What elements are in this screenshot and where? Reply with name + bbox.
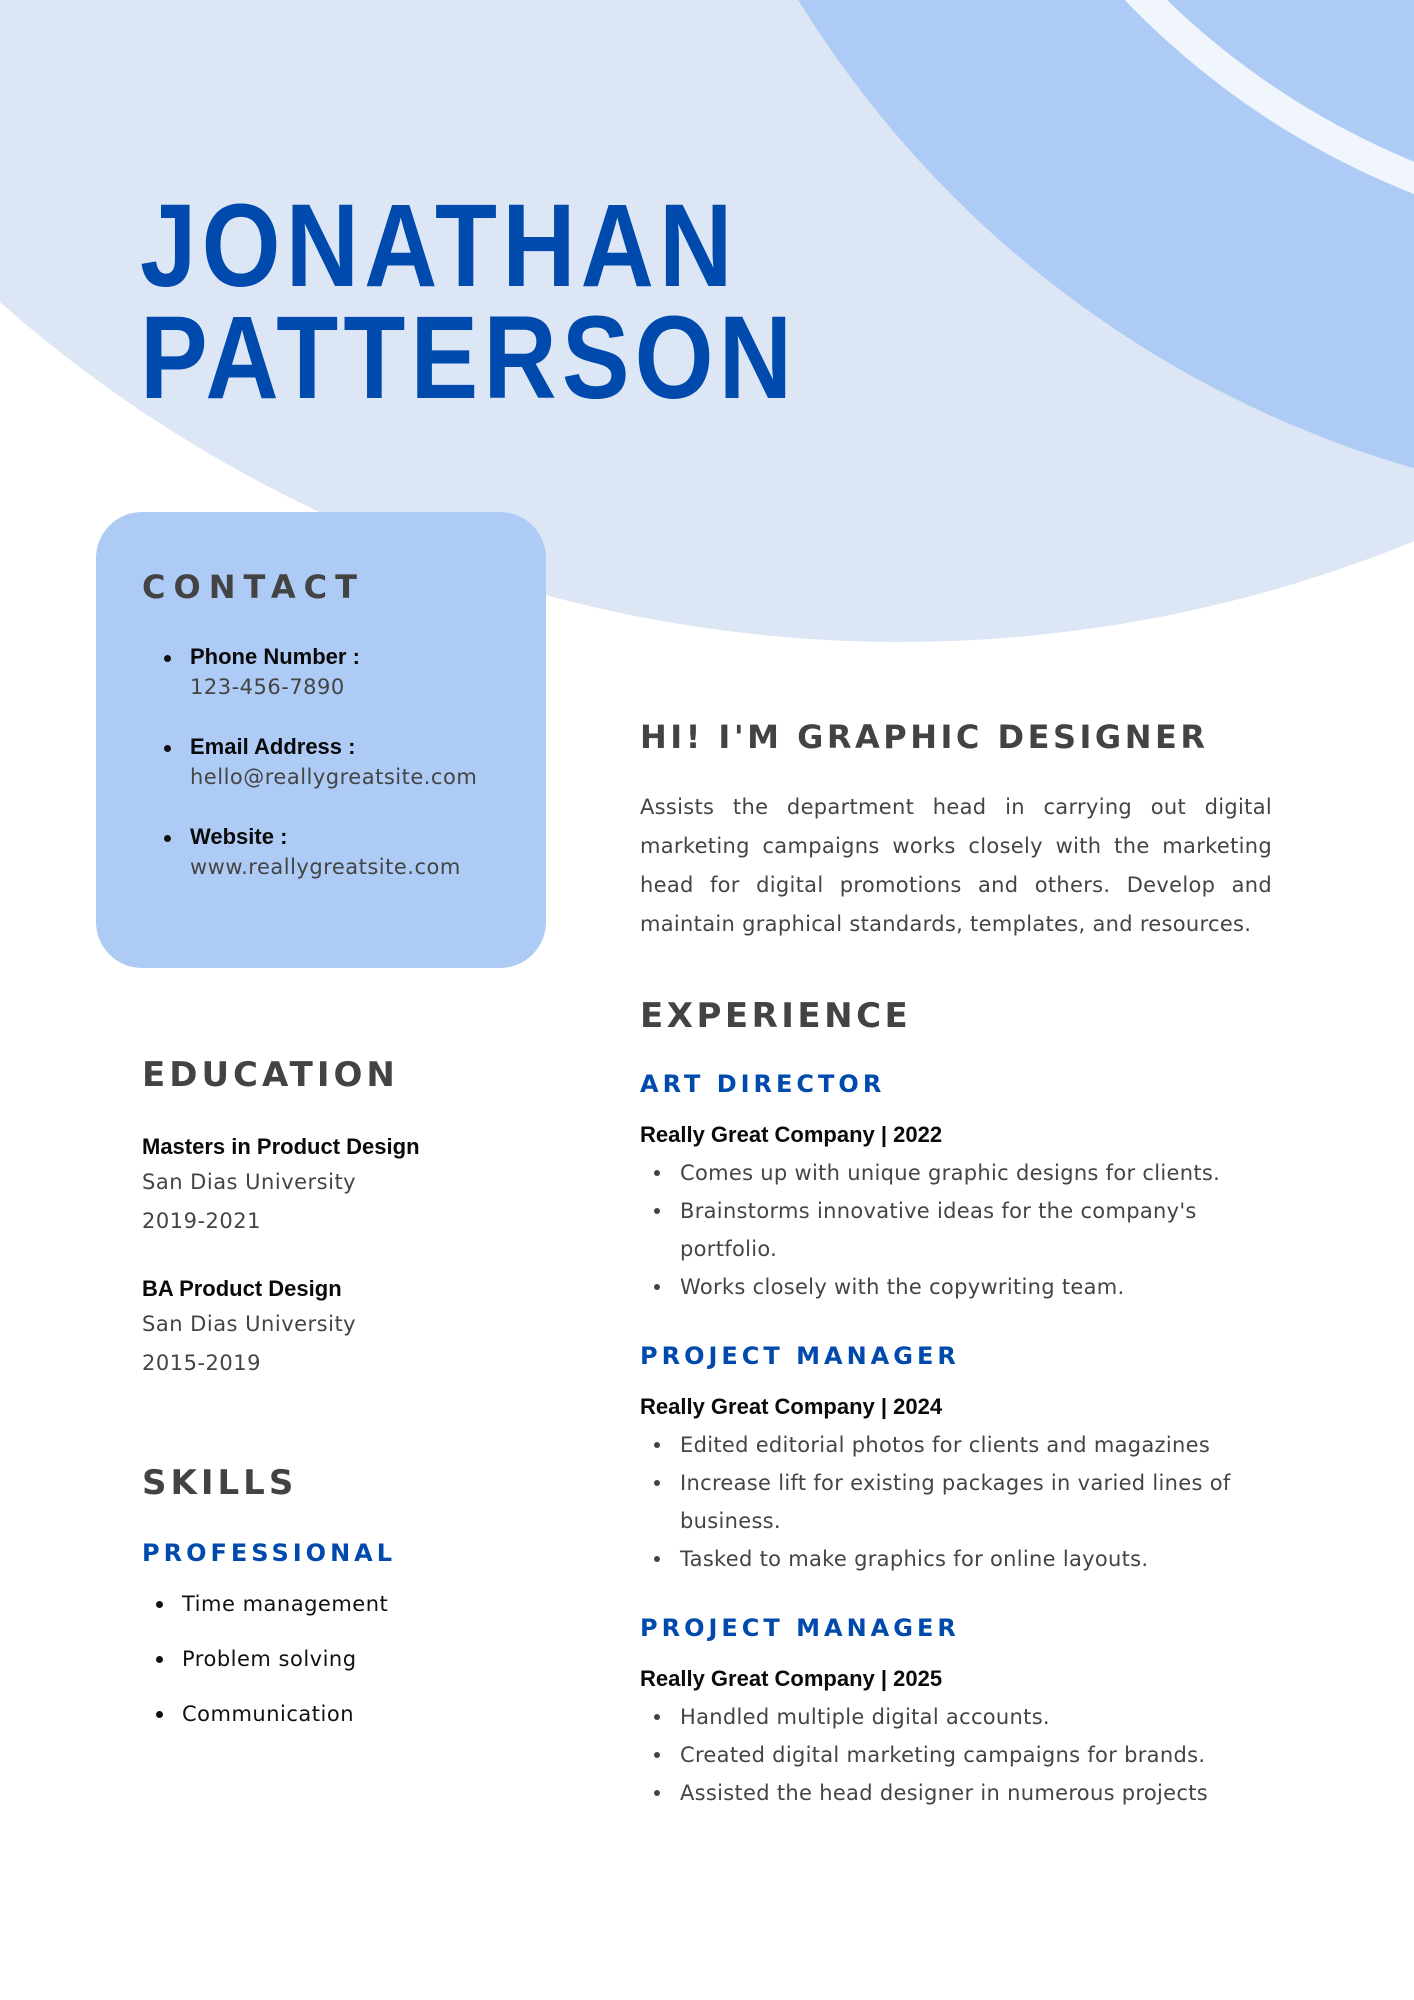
contact-card — [96, 512, 546, 968]
job-bullet-text: Comes up with unique graphic designs for clients. — [680, 1161, 1221, 1185]
last-name: PATTERSON — [140, 292, 798, 424]
bullet-icon — [156, 1711, 163, 1718]
job-title: PROJECT MANAGER — [640, 1614, 960, 1642]
school: San Dias University — [142, 1170, 357, 1194]
degree: BA Product Design — [142, 1276, 342, 1301]
education-entry — [142, 1273, 582, 1383]
skill-list — [142, 1589, 582, 1729]
skills-section — [142, 1463, 582, 1754]
job-bullets — [640, 1154, 1280, 1306]
skills-heading: SKILLS — [142, 1463, 298, 1503]
job-bullets — [640, 1698, 1280, 1812]
contact-item-phone — [142, 642, 532, 702]
experience-section — [640, 996, 1280, 1812]
skills-subheading: PROFESSIONAL — [142, 1539, 397, 1567]
bullet-icon — [654, 1790, 660, 1796]
website-value[interactable]: www.reallygreatsite.com — [190, 855, 461, 879]
job-bullet — [640, 1736, 1280, 1774]
job-bullet-text: Tasked to make graphics for online layouts. — [680, 1547, 1149, 1571]
job-bullet — [640, 1464, 1280, 1540]
job-company: Really Great Company | 2025 — [640, 1666, 943, 1691]
intro-heading: HI! I'M GRAPHIC DESIGNER — [640, 718, 1209, 756]
job-bullet — [640, 1426, 1280, 1464]
school: San Dias University — [142, 1312, 357, 1336]
job-entry — [640, 1614, 1280, 1812]
skill-label: Time management — [182, 1592, 389, 1616]
bullet-icon — [164, 745, 171, 752]
skill-item — [142, 1589, 582, 1619]
website-label: Website : — [190, 824, 288, 849]
bullet-icon — [654, 1284, 660, 1290]
job-bullet — [640, 1774, 1280, 1812]
phone-label: Phone Number : — [190, 644, 360, 669]
bullet-icon — [654, 1752, 660, 1758]
skill-label: Communication — [182, 1702, 355, 1726]
education-heading: EDUCATION — [142, 1055, 399, 1095]
job-company: Really Great Company | 2024 — [640, 1394, 943, 1419]
job-bullet — [640, 1698, 1280, 1736]
job-company: Really Great Company | 2022 — [640, 1122, 943, 1147]
phone-value: 123-456-7890 — [190, 675, 345, 699]
email-label: Email Address : — [190, 734, 356, 759]
job-bullet — [640, 1540, 1280, 1578]
experience-heading: EXPERIENCE — [640, 996, 912, 1036]
bullet-icon — [156, 1601, 163, 1608]
job-bullet-text: Brainstorms innovative ideas for the company's portfolio. — [680, 1199, 1197, 1261]
job-bullet-text: Edited editorial photos for clients and magazines — [680, 1433, 1211, 1457]
years: 2019-2021 — [142, 1209, 261, 1233]
bullet-icon — [654, 1556, 660, 1562]
email-value[interactable]: hello@reallygreatsite.com — [190, 765, 478, 789]
candidate-name — [140, 180, 798, 424]
bullet-icon — [654, 1480, 660, 1486]
bullet-icon — [654, 1714, 660, 1720]
contact-list — [142, 642, 532, 912]
job-bullet — [640, 1154, 1280, 1192]
skill-item — [142, 1699, 582, 1729]
years: 2015-2019 — [142, 1351, 261, 1375]
bullet-icon — [654, 1442, 660, 1448]
bullet-icon — [156, 1656, 163, 1663]
job-title: PROJECT MANAGER — [640, 1342, 960, 1370]
intro-section — [640, 718, 1272, 944]
contact-item-website — [142, 822, 532, 882]
first-name: JONATHAN — [140, 180, 738, 312]
job-title: ART DIRECTOR — [640, 1070, 886, 1098]
skill-item — [142, 1644, 582, 1674]
job-bullet-text: Assisted the head designer in numerous projects — [680, 1781, 1209, 1805]
contact-heading: CONTACT — [142, 568, 365, 606]
job-bullet — [640, 1192, 1280, 1268]
contact-item-email — [142, 732, 532, 792]
job-entry — [640, 1342, 1280, 1578]
intro-paragraph: Assists the department head in carrying out digital marketing campaigns works closely with the marketing head for digital promotions and others. Develop and maintain graphical standards, templates, and resources. — [640, 795, 1272, 936]
bullet-icon — [164, 655, 171, 662]
job-bullet-text: Handled multiple digital accounts. — [680, 1705, 1050, 1729]
education-entry — [142, 1131, 582, 1241]
job-bullet — [640, 1268, 1280, 1306]
job-bullet-text: Works closely with the copywriting team. — [680, 1275, 1125, 1299]
education-section — [142, 1055, 582, 1383]
job-bullet-text: Created digital marketing campaigns for brands. — [680, 1743, 1206, 1767]
job-entry — [640, 1070, 1280, 1306]
bullet-icon — [654, 1208, 660, 1214]
skill-label: Problem solving — [182, 1647, 357, 1671]
degree: Masters in Product Design — [142, 1134, 420, 1159]
bullet-icon — [164, 835, 171, 842]
job-bullet-text: Increase lift for existing packages in varied lines of business. — [680, 1471, 1231, 1533]
bullet-icon — [654, 1170, 660, 1176]
job-bullets — [640, 1426, 1280, 1578]
